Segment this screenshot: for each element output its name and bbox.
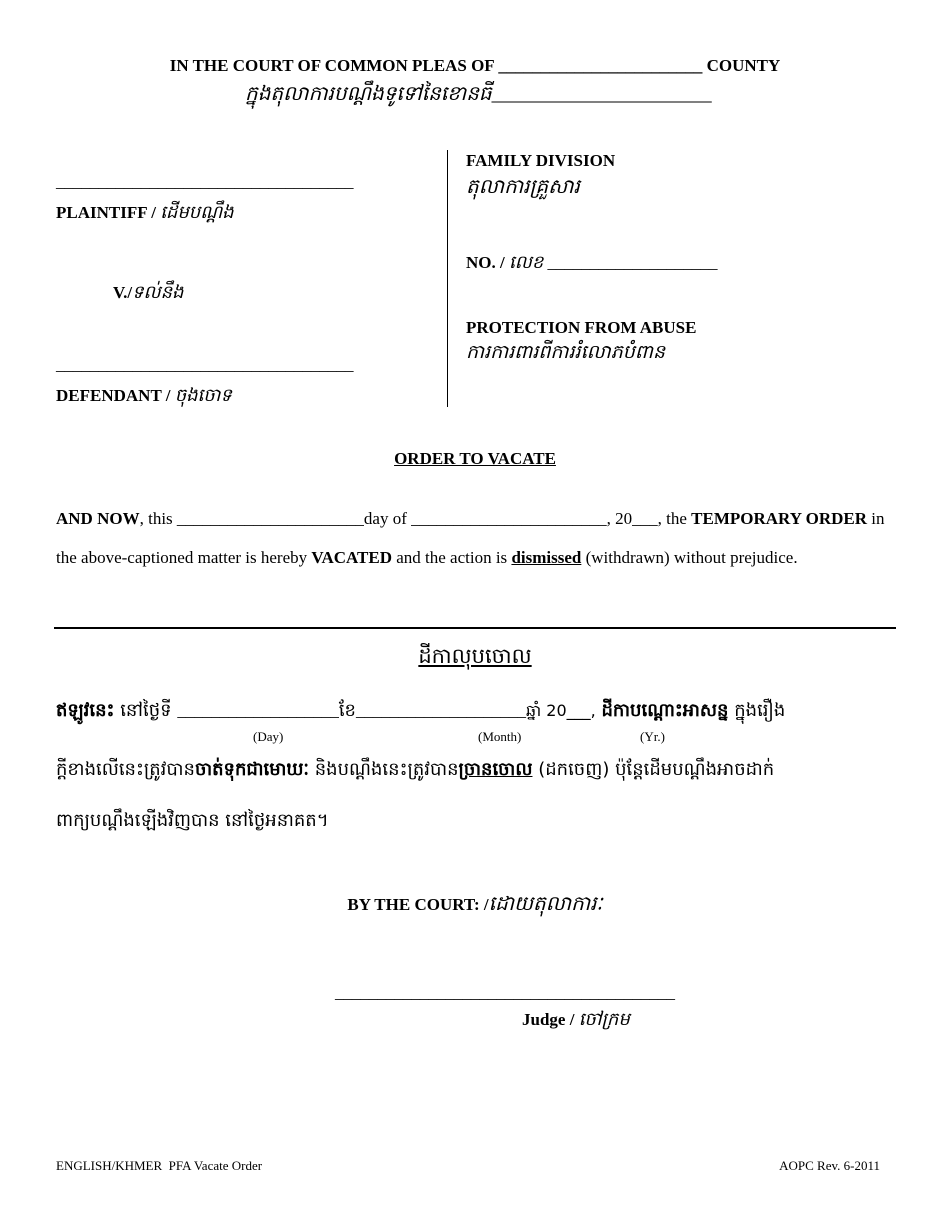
kh-month: ខែ <box>338 700 356 721</box>
plaintiff-kh: ដើមបណ្តឹង <box>160 202 234 223</box>
judge-signature-line: ________________________________________ <box>335 983 675 1002</box>
footer-revision: AOPC Rev. 6-2011 <box>779 1158 880 1173</box>
and-now: AND NOW <box>56 509 140 528</box>
order-kh-line-2 <box>56 757 774 784</box>
by-the-court-en: BY THE COURT: / <box>347 895 489 914</box>
kh-now: ឥឡូវនេះ <box>56 700 115 721</box>
court-heading-suffix: COUNTY <box>706 56 781 75</box>
order-kh-line-3: ពាក្យបណ្តឹងឡើងវិញបាន នៅថ្ងៃអនាគត។ <box>56 810 329 831</box>
plaintiff-label <box>56 200 234 227</box>
in-text: in <box>871 509 885 528</box>
plaintiff-line: ___________________________________ <box>56 172 354 191</box>
vacated-text: VACATED <box>311 548 392 567</box>
order-kh-line-1 <box>56 698 785 725</box>
judge-label <box>522 1007 630 1034</box>
order-title-kh: ដីកាលុបចោល <box>418 644 532 668</box>
order-title: ORDER TO VACATE <box>394 449 556 468</box>
kh-line2-c: (ដកចេញ) ប៉ុន្តែដើមបណ្តឹងអាចដាក់ <box>538 759 775 780</box>
by-the-court <box>0 890 950 920</box>
year-caption: (Yr.) <box>640 729 665 744</box>
dismissed-text: dismissed <box>511 548 582 567</box>
pfa-label: PROTECTION FROM ABUSE <box>466 318 697 337</box>
order-line-1 <box>56 509 885 529</box>
kh-month-blank: ____________________ <box>355 701 526 720</box>
day-of-text: day of <box>363 509 407 528</box>
kh-in-case: ក្នុងរឿង <box>734 700 786 721</box>
versus-en: V./ <box>113 283 133 302</box>
kh-line2-b: និងបណ្តឹងនេះត្រូវបាន <box>314 759 459 780</box>
by-the-court-kh: ដោយតុលាការៈ <box>488 891 603 915</box>
case-number-kh: លេខ <box>508 252 544 273</box>
section-separator <box>54 627 896 629</box>
temporary-order: TEMPORARY ORDER <box>691 509 868 528</box>
day-caption: (Day) <box>253 729 284 744</box>
line2-a: the above-captioned matter is hereby <box>56 548 308 567</box>
caption-divider <box>447 150 448 407</box>
case-number-blank: ____________________ <box>547 253 718 272</box>
kh-temp-order: ដីកាបណ្តោះអាសន្ន <box>601 700 729 721</box>
case-number <box>466 250 718 277</box>
month-blank: _______________________ <box>411 509 607 528</box>
defendant-line: ___________________________________ <box>56 355 354 374</box>
kh-day-blank: ___________________ <box>177 701 339 720</box>
court-heading-kh <box>245 80 712 110</box>
court-heading-prefix: IN THE COURT OF COMMON PLEAS OF <box>169 56 495 75</box>
kh-dismissed: ច្រានចោល <box>458 759 533 780</box>
kh-year: ឆ្នាំ 20___, <box>525 701 596 720</box>
order-line-2 <box>56 548 798 568</box>
this-text: , this <box>139 509 173 528</box>
county-kh-blank: ______________________ <box>491 83 712 105</box>
judge-kh: ចៅក្រម <box>578 1009 630 1030</box>
defendant-kh: ចុងចោទ <box>174 385 232 406</box>
line2-c: (withdrawn) without prejudice. <box>585 548 798 567</box>
family-division-kh: តុលាការគ្រួសារ <box>466 174 580 198</box>
defendant-label <box>56 383 232 410</box>
plaintiff-en: PLAINTIFF / <box>56 203 156 222</box>
versus-kh: ទល់នឹង <box>132 282 184 303</box>
month-caption: (Month) <box>478 729 522 744</box>
footer-form-name: ENGLISH/KHMER PFA Vacate Order <box>56 1158 263 1173</box>
versus-label <box>113 280 183 307</box>
case-number-label: NO. / <box>466 253 505 272</box>
day-blank: ______________________ <box>176 509 364 528</box>
line2-b: and the action is <box>396 548 508 567</box>
defendant-en: DEFENDANT / <box>56 386 171 405</box>
judge-en: Judge / <box>522 1010 575 1029</box>
kh-vacated: ចាត់ទុកជាមោឃៈ <box>194 759 310 780</box>
family-division-label: FAMILY DIVISION <box>466 151 616 170</box>
court-kh-text: ក្នុងតុលាការបណ្តឹងទូទៅនៃខោនធី <box>245 81 492 105</box>
court-heading <box>0 56 950 76</box>
kh-line2-a: ក្តីខាងលើនេះត្រូវបាន <box>56 759 195 780</box>
pfa-kh: ការការពារពីការរំលោភបំពាន <box>466 341 665 363</box>
county-blank: ________________________ <box>498 56 703 75</box>
year-text: , 20___, the <box>606 509 687 528</box>
kh-on-day: នៅថ្ងៃទី <box>120 700 172 721</box>
